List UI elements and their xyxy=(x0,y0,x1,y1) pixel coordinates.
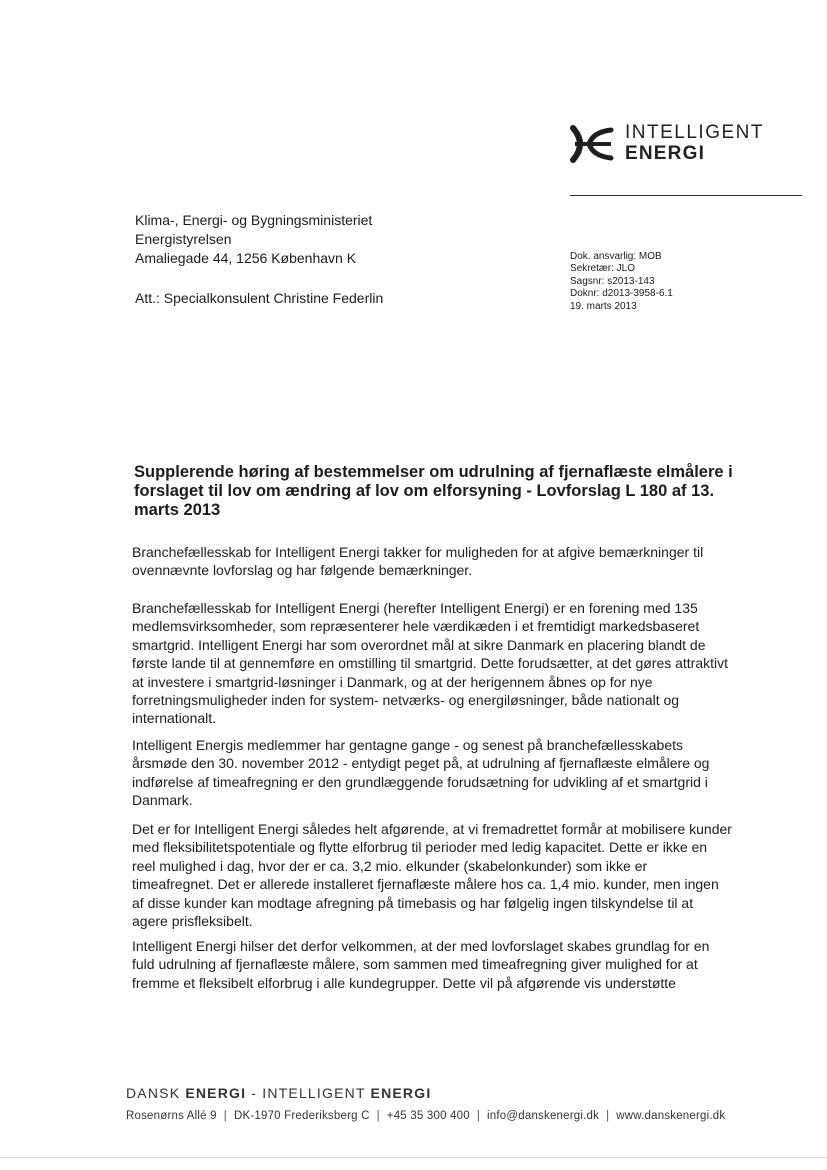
meta-responsible: Dok. ansvarlig: MOB xyxy=(570,251,662,262)
document-meta xyxy=(570,251,673,313)
footer-city: DK-1970 Frederiksberg C xyxy=(233,1110,370,1122)
recipient-address xyxy=(135,211,372,268)
header-divider xyxy=(570,195,802,196)
body-paragraph: Branchefællesskab for Intelligent Energi (herefter Intelligent Energi) er en forening med 135 medlemsvirksomheder, som repræsenterer hele værdikæden i et fremtidigt markedsbaseret smartgrid. Intelligent Energi har som overordnet mål at sikre Danmark en placering blandt de første lande til at gennemføre en omstilling til smartgrid. Dette forudsætter, at det gøres attraktivt at investere i smartgrid-løsninger i Danmark, og at der herigennem åbnes op for nye forretningsmuligheder inden for system- netværks- og energiløsninger, både nationalt og internationalt. xyxy=(132,600,729,727)
meta-case-number: Sagsnr: s2013-143 xyxy=(570,275,655,287)
footer-web-link[interactable]: www.danskenergi.dk xyxy=(616,1110,726,1122)
recipient-line: Energistyrelsen xyxy=(135,231,232,247)
footer-email-link[interactable]: info@danskenergi.dk xyxy=(487,1110,600,1122)
meta-secretary: Sekretær: JLO xyxy=(570,263,636,275)
footer-org-middle: - INTELLIGENT xyxy=(246,1085,371,1101)
attention-line: Att.: Specialkonsulent Christine Federlin xyxy=(135,290,384,306)
logo-line-1: INTELLIGENT xyxy=(625,122,764,143)
footer-separator: | xyxy=(376,1110,380,1122)
body-paragraph: Det er for Intelligent Energi således helt afgørende, at vi fremadrettet formår at mobilisere kunder med fleksibilitetspotentiale og flytte elforbrug til perioder med ledig kapacitet. Dette er ikke en reel mulighed i dag, hvor der er ca. 3,2 mio. elkunder (skabelonkunder) som ikke er timeafregnet. Det er allerede installeret fjernaflæste målere hos ca. 1,4 mio. kunder, men ingen af disse kunder kan modtage afregning på timebasis og har følgelig ingen tilskyndelse til at agere prisfleksibelt. xyxy=(132,821,732,930)
footer-address: Rosenørns Allé 9 xyxy=(126,1110,217,1122)
body-paragraph: Intelligent Energi hilser det derfor velkommen, at der med lovforslaget skabes grundlag for en fuld udrulning af fjernaflæste målere, som sammen med timeafregning giver mulighed for at fremme et fleksibelt elforbrug i alle kundegrupper. Dette vil på afgørende vis understøtte xyxy=(132,938,710,991)
logo-line-2: ENERGI xyxy=(625,143,706,164)
intelligent-energi-logo xyxy=(567,118,777,170)
footer-separator: | xyxy=(606,1110,610,1122)
footer-separator: | xyxy=(223,1110,227,1122)
footer-contact xyxy=(126,1110,725,1122)
footer-org-prefix: DANSK xyxy=(126,1085,186,1101)
recipient-line: Klima-, Energi- og Bygningsministeriet xyxy=(135,212,373,228)
letter-title: Supplerende høring af bestemmelser om udrulning af fjernaflæste elmålere i forslaget til lov om ændring af lov om elforsyning - Lovforslag L 180 af 13. marts 2013 xyxy=(134,463,733,519)
footer-org-energi-1: ENERGI xyxy=(185,1085,247,1101)
meta-document-number: Doknr: d2013-3958-6.1 xyxy=(570,288,673,300)
footer-phone: +45 35 300 400 xyxy=(386,1110,470,1122)
body-paragraph: Branchefællesskab for Intelligent Energi takker for muligheden for at afgive bemærkninger til ovennævnte lovforslag og har følgende bemærkninger. xyxy=(132,544,704,579)
footer-organization xyxy=(126,1085,431,1101)
recipient-line: Amaliegade 44, 1256 København K xyxy=(135,250,357,266)
footer-org-energi-2: ENERGI xyxy=(370,1085,432,1101)
meta-date: 19. marts 2013 xyxy=(570,300,637,312)
footer-separator: | xyxy=(476,1110,481,1122)
body-paragraph: Intelligent Energis medlemmer har gentagne gange - og senest på branchefællesskabets årsmøde den 30. november 2012 - entydigt peget på, at udrulning af fjernaflæste elmålere og indførelse af timeafregning er den grundlæggende forudsætning for udvikling af et smartgrid i Danmark. xyxy=(132,737,710,809)
intelligent-energi-logo-icon xyxy=(567,124,617,164)
page-bottom-edge xyxy=(0,1157,827,1158)
